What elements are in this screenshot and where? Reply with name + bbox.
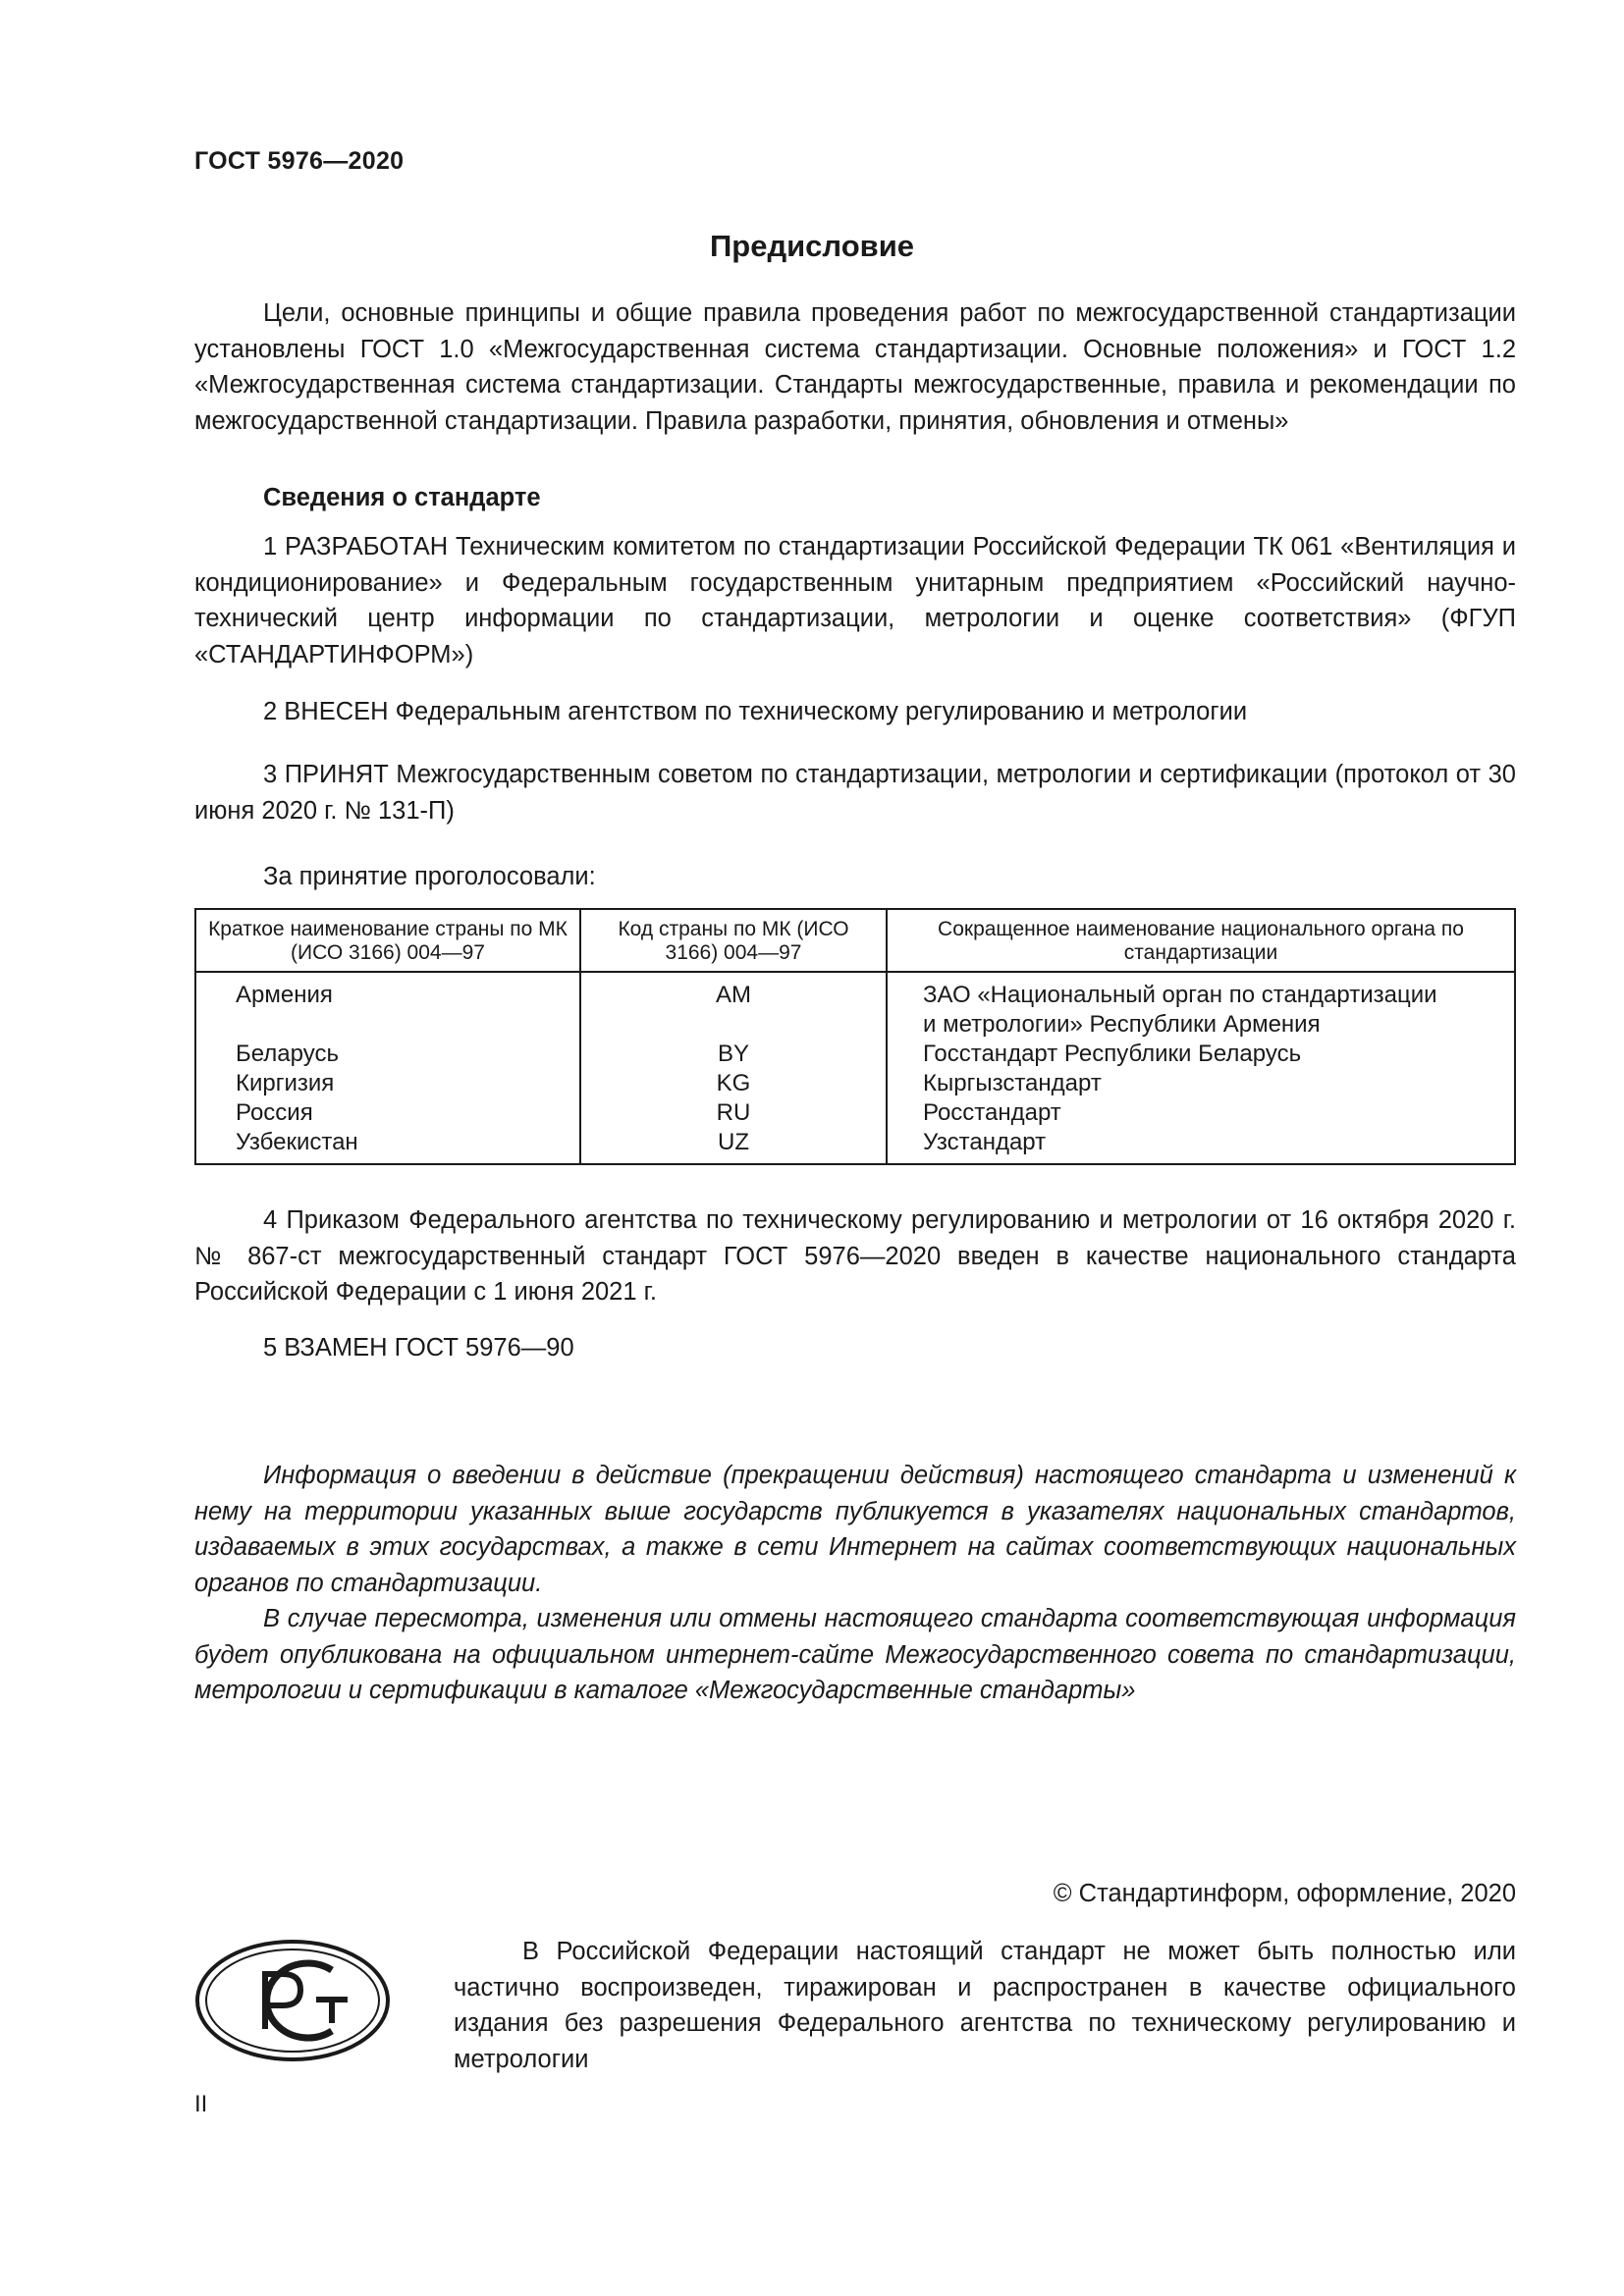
- cell-organization-line: и метрологии» Республики Армения: [923, 1011, 1321, 1038]
- cell-code: KG: [580, 1069, 887, 1098]
- cell-code: AM: [580, 972, 887, 1040]
- table-row: [195, 1128, 1515, 1164]
- item-adopted: [194, 757, 1516, 828]
- info-heading: Сведения о стандарте: [263, 484, 541, 511]
- cell-code: RU: [580, 1098, 887, 1128]
- vote-table: [194, 908, 1516, 1165]
- item-order-text: 4 Приказом Федерального агентства по техническому регулированию и метрологии от 16 октября 2020 г. № 867-ст межгосударственный стандарт ГОСТ 5976—2020 введен в качестве национального стандарта Российской Федерации с 1 июня 2021 г.: [194, 1206, 1516, 1306]
- item-adopted-text: 3 ПРИНЯТ Межгосударственным советом по стандартизации, метрологии и сертификации (протокол от 30 июня 2020 г. № 131-П): [194, 761, 1516, 825]
- rights-notice: [454, 1934, 1516, 2077]
- rights-notice-text: В Российской Федерации настоящий стандарт не может быть полностью или частично воспроизведен, тиражирован и распространен в качестве официального издания без разрешения Федерального агентства по техническому регулированию и метрологии: [454, 1938, 1516, 2073]
- italic-notes: [194, 1458, 1516, 1709]
- cell-organization-line: ЗАО «Национальный орган по стандартизации: [923, 982, 1437, 1008]
- cell-organization: Госстандарт Республики Беларусь: [887, 1040, 1515, 1069]
- cell-country: Киргизия: [195, 1069, 580, 1098]
- page-title: Предисловие: [709, 229, 914, 263]
- item-submitted: [194, 694, 1516, 730]
- item-developed: [194, 529, 1516, 672]
- table-row: [195, 1040, 1515, 1069]
- cell-country: Беларусь: [195, 1040, 580, 1069]
- cell-organization: Росстандарт: [887, 1098, 1515, 1128]
- intro-paragraph: [194, 295, 1516, 439]
- cell-country: Узбекистан: [195, 1128, 580, 1164]
- header-organization: Сокращенное наименование национального органа по стандартизации: [887, 909, 1515, 972]
- cell-code: UZ: [580, 1128, 887, 1164]
- item-submitted-text: 2 ВНЕСЕН Федеральным агентством по техническому регулированию и метрологии: [263, 698, 1248, 725]
- copyright-line: © Стандартинформ, оформление, 2020: [1053, 1880, 1516, 1907]
- cell-organization: Узстандарт: [887, 1128, 1515, 1164]
- voted-label: [194, 859, 1516, 895]
- cell-organization: Кыргызстандарт: [887, 1069, 1515, 1098]
- rst-certification-mark-icon: [194, 1939, 391, 2062]
- cell-code: BY: [580, 1040, 887, 1069]
- item-replaces-text: 5 ВЗАМЕН ГОСТ 5976—90: [263, 1334, 574, 1362]
- voted-label-text: За принятие проголосовали:: [263, 863, 596, 890]
- table-row: [195, 1098, 1515, 1128]
- table-row: [195, 972, 1515, 1040]
- cell-country: Россия: [195, 1098, 580, 1128]
- table-row: [195, 1069, 1515, 1098]
- cell-organization: [887, 972, 1515, 1040]
- document-code: ГОСТ 5976—2020: [194, 147, 405, 175]
- intro-text: Цели, основные принципы и общие правила проведения работ по межгосударственной стандартизации установлены ГОСТ 1.0 «Межгосударственная система стандартизации. Основные положения» и ГОСТ 1.2 «Межгосударственная система стандартизации. Стандарты межгосударственные, правила и рекомендации по межгосударственной стандартизации. Правила разработки, принятия, обновления и отмены»: [194, 299, 1516, 435]
- item-order: [194, 1202, 1516, 1310]
- item-replaces: [194, 1330, 1516, 1366]
- table-header-row: [195, 909, 1515, 972]
- header-country: Краткое наименование страны по МК (ИСО 3166) 004—97: [195, 909, 580, 972]
- page-number: II: [194, 2091, 208, 2117]
- italic-note-publication: Информация о введении в действие (прекращении действия) настоящего стандарта и изменений к нему на территории указанных выше государств публикуется в указателях национальных стандартов, издаваемых в этих государствах, а также в сети Интернет на сайтах соответствующих национальных органов по стандартизации.: [194, 1462, 1516, 1597]
- item-developed-text: 1 РАЗРАБОТАН Техническим комитетом по стандартизации Российской Федерации ТК 061 «Вентиляция и кондиционирование» и Федеральным государственным унитарным предприятием «Российский научно-технический центр информации по стандартизации, метрологии и оценке соответствия» (ФГУП «СТАНДАРТИНФОРМ»): [194, 533, 1516, 668]
- header-code: Код страны по МК (ИСО 3166) 004—97: [580, 909, 887, 972]
- italic-note-revision: В случае пересмотра, изменения или отмены настоящего стандарта соответствующая информация будет опубликована на официальном интернет-сайте Межгосударственного совета по стандартизации, метрологии и сертификации в каталоге «Межгосударственные стандарты»: [194, 1605, 1516, 1704]
- cell-country: Армения: [195, 972, 580, 1040]
